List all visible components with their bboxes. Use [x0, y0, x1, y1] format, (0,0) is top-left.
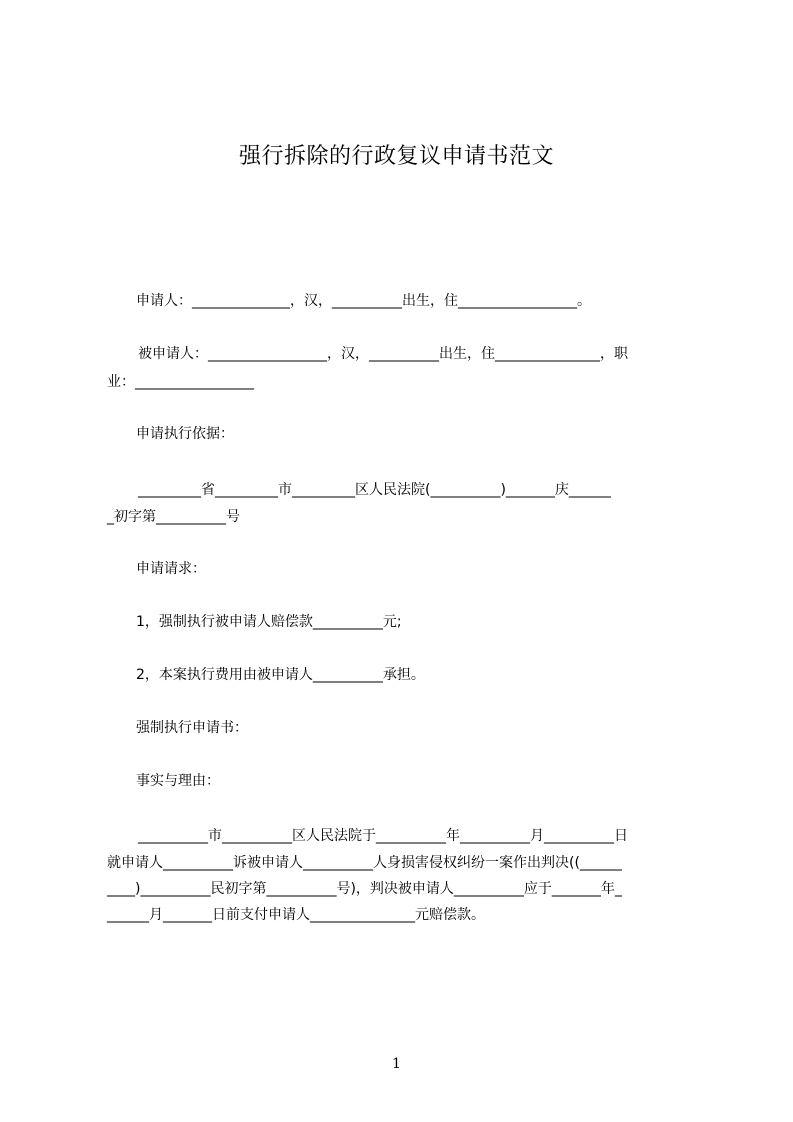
- document-title: 强行拆除的行政复议申请书范文: [238, 144, 554, 169]
- facts-line-2: 就申请人__________诉被申请人__________人身损害侵权纠纷一案作出判决((______: [107, 855, 622, 871]
- facts-line-4: ______月_______日前支付申请人_______________元赔偿款。: [107, 907, 485, 923]
- respondent-line: 被申请人：_________________，汉，__________出生，住_______________，职: [138, 346, 628, 362]
- respondent-line-continued: 业：_________________: [107, 374, 254, 390]
- request-heading: 申请请求：: [136, 561, 206, 577]
- application-heading: 强制执行申请书：: [136, 720, 248, 736]
- applicant-line: 申请人：______________，汉，__________出生，住_________________。: [136, 293, 591, 309]
- page-number: 1: [392, 1056, 401, 1072]
- request-item-2: 2，本案执行费用由被申请人__________承担。: [136, 667, 425, 683]
- enforcement-basis-heading: 申请执行依据：: [136, 426, 234, 442]
- request-item-1: 1，强制执行被申请人赔偿款__________元;: [136, 614, 402, 630]
- enforcement-basis-line-continued: _初字第__________号: [107, 509, 240, 525]
- facts-line-3: ____)__________民初字第__________号)，判决被申请人__________应于_______年_: [107, 881, 622, 897]
- facts-heading: 事实与理由：: [136, 773, 220, 789]
- enforcement-basis-line: _________省_________市_________区人民法院(__________)_______庆______: [138, 482, 611, 498]
- facts-line-1: __________市__________区人民法院于__________年__________月__________日: [138, 828, 628, 844]
